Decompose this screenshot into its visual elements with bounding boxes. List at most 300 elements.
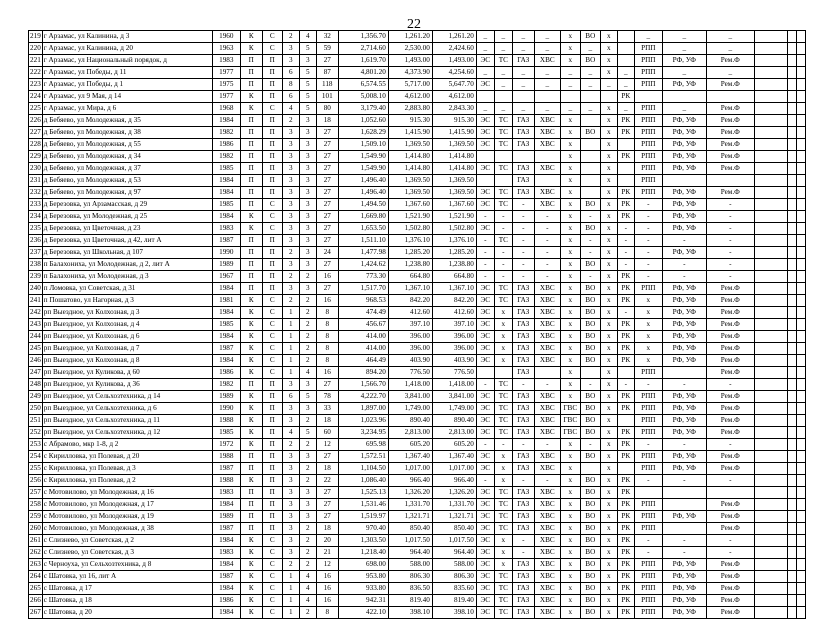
cell-heating: ТС	[494, 487, 512, 499]
cell-entrances: 2	[299, 331, 316, 343]
cell-floor-material: С	[262, 535, 282, 547]
cell-extra-col-a	[754, 391, 787, 403]
cell-apartments: 18	[316, 523, 338, 535]
cell-year-built: 1984	[212, 355, 240, 367]
cell-hot-water: х	[560, 271, 580, 283]
cell-facade-insulation	[662, 91, 706, 103]
cell-roof-repair: х	[634, 331, 662, 343]
cell-facade-repair: Рем.Ф	[706, 607, 754, 619]
cell-heating: х	[494, 463, 512, 475]
cell-entrances: 3	[299, 283, 316, 295]
cell-facade-repair: Рем.Ф	[706, 511, 754, 523]
cell-extra-col-c	[796, 463, 805, 475]
cell-year-built: 1968	[212, 103, 240, 115]
cell-total-area: 6,574.55	[338, 79, 388, 91]
cell-address: рп Выездное, ул Сельхозтехника, д 6	[42, 403, 212, 415]
cell-roof-repair: -	[634, 475, 662, 487]
cell-chimney: РК	[617, 127, 634, 139]
cell-row-number: 222	[29, 67, 43, 79]
cell-floors: 1	[282, 367, 299, 379]
cell-extra-col-b	[787, 535, 796, 547]
cell-roof-repair: РПП	[634, 571, 662, 583]
cell-extra-col-c	[796, 523, 805, 535]
cell-apartments: 8	[316, 607, 338, 619]
cell-extra-col-b	[787, 451, 796, 463]
cell-residential-area: 1,414.80	[432, 151, 476, 163]
cell-apartments: 27	[316, 487, 338, 499]
cell-sewerage	[580, 187, 600, 199]
cell-power-supply: ЭС	[476, 463, 494, 475]
cell-hot-water: х	[560, 511, 580, 523]
cell-cold-water: _	[534, 79, 560, 91]
cell-hot-water: х	[560, 379, 580, 391]
table-row	[29, 115, 806, 127]
cell-living-area: 605.20	[388, 439, 432, 451]
cell-extra-col-a	[754, 331, 787, 343]
cell-extra-col-b	[787, 415, 796, 427]
cell-facade-repair: Рем.Ф	[706, 583, 754, 595]
cell-living-area: 1,521.90	[388, 211, 432, 223]
cell-power-supply: ЭС	[476, 523, 494, 535]
cell-facade-repair: Рем.Ф	[706, 163, 754, 175]
cell-residential-area: 915.30	[432, 115, 476, 127]
cell-living-area: 4,612.00	[388, 91, 432, 103]
table-row	[29, 487, 806, 499]
cell-apartments: 101	[316, 91, 338, 103]
cell-gas-supply: ГАЗ	[512, 499, 534, 511]
cell-cold-water: ХВС	[534, 127, 560, 139]
cell-sewerage: ВО	[580, 331, 600, 343]
cell-living-area: 1,261.20	[388, 31, 432, 43]
cell-floor-material: П	[262, 283, 282, 295]
cell-total-area: 4,222.70	[338, 391, 388, 403]
cell-facade-repair: -	[706, 271, 754, 283]
table-row	[29, 391, 806, 403]
cell-floor-material: П	[262, 67, 282, 79]
cell-address: с Кирилловка, ул Полевая, д 20	[42, 451, 212, 463]
cell-heating: ТС	[494, 607, 512, 619]
cell-bath: х	[600, 451, 617, 463]
cell-row-number: 228	[29, 139, 43, 151]
cell-extra-col-c	[796, 283, 805, 295]
cell-wall-material: К	[240, 91, 262, 103]
cell-year-built: 1983	[212, 547, 240, 559]
cell-cold-water: ХВС	[534, 163, 560, 175]
cell-power-supply: ЭС	[476, 331, 494, 343]
cell-total-area: 1,619.70	[338, 55, 388, 67]
cell-living-area: 1,414.80	[388, 163, 432, 175]
cell-total-area: 1,897.00	[338, 403, 388, 415]
cell-chimney: -	[617, 307, 634, 319]
cell-cold-water: -	[534, 475, 560, 487]
cell-extra-col-b	[787, 151, 796, 163]
cell-floor-material: П	[262, 451, 282, 463]
cell-hot-water: х	[560, 31, 580, 43]
cell-entrances: 5	[299, 103, 316, 115]
cell-heating: х	[494, 559, 512, 571]
cell-floors: 6	[282, 67, 299, 79]
cell-heating	[494, 367, 512, 379]
cell-floor-material: П	[262, 55, 282, 67]
table-row	[29, 235, 806, 247]
cell-extra-col-a	[754, 355, 787, 367]
cell-row-number: 220	[29, 43, 43, 55]
cell-residential-area: 1,017.50	[432, 535, 476, 547]
cell-address: рп Выездное, ул Колхозная, д 7	[42, 343, 212, 355]
cell-floor-material: С	[262, 331, 282, 343]
cell-chimney: РК	[617, 355, 634, 367]
cell-extra-col-c	[796, 595, 805, 607]
cell-bath: х	[600, 223, 617, 235]
cell-facade-insulation	[662, 175, 706, 187]
cell-roof-repair: РПП	[634, 163, 662, 175]
cell-roof-repair: -	[634, 547, 662, 559]
cell-address: рп Выездное, ул Колхозная, д 4	[42, 319, 212, 331]
cell-entrances: 5	[299, 79, 316, 91]
cell-total-area: 894.20	[338, 367, 388, 379]
cell-power-supply: _	[476, 43, 494, 55]
cell-bath: х	[600, 559, 617, 571]
cell-heating: -	[494, 259, 512, 271]
cell-sewerage: ВО	[580, 259, 600, 271]
cell-gas-supply: -	[512, 379, 534, 391]
cell-cold-water: ХВС	[534, 511, 560, 523]
cell-row-number: 255	[29, 463, 43, 475]
cell-entrances: 2	[299, 475, 316, 487]
cell-total-area: 1,509.10	[338, 139, 388, 151]
cell-chimney	[617, 175, 634, 187]
cell-address: рп Выездное, ул Сельхозтехника, д 11	[42, 415, 212, 427]
cell-living-area: 1,367.40	[388, 451, 432, 463]
cell-facade-repair: -	[706, 247, 754, 259]
cell-total-area: 1,494.50	[338, 199, 388, 211]
cell-extra-col-b	[787, 583, 796, 595]
cell-entrances: 3	[299, 55, 316, 67]
cell-total-area: 5,008.10	[338, 91, 388, 103]
cell-row-number: 252	[29, 427, 43, 439]
cell-cold-water: ХВС	[534, 607, 560, 619]
cell-extra-col-c	[796, 79, 805, 91]
cell-address: д Березовка, ул Арзамасская, д 29	[42, 199, 212, 211]
cell-extra-col-c	[796, 475, 805, 487]
cell-facade-insulation: -	[662, 271, 706, 283]
cell-residential-area: 1,418.00	[432, 379, 476, 391]
cell-extra-col-a	[754, 307, 787, 319]
cell-sewerage: -	[580, 235, 600, 247]
cell-heating: ТС	[494, 139, 512, 151]
cell-facade-repair: Рем.Ф	[706, 151, 754, 163]
cell-floor-material: П	[262, 391, 282, 403]
cell-year-built: 1984	[212, 283, 240, 295]
cell-cold-water: ХВС	[534, 115, 560, 127]
cell-heating: -	[494, 211, 512, 223]
cell-entrances: 3	[299, 151, 316, 163]
table-row	[29, 31, 806, 43]
table-row	[29, 427, 806, 439]
cell-row-number: 243	[29, 319, 43, 331]
cell-bath: х	[600, 319, 617, 331]
cell-bath: х	[600, 463, 617, 475]
cell-power-supply: _	[476, 31, 494, 43]
cell-living-area: 1,415.90	[388, 127, 432, 139]
cell-total-area: 414.00	[338, 343, 388, 355]
cell-bath: х	[600, 235, 617, 247]
cell-bath: х	[600, 523, 617, 535]
cell-gas-supply: ГАЗ	[512, 559, 534, 571]
cell-facade-repair: -	[706, 535, 754, 547]
cell-floors: 1	[282, 355, 299, 367]
cell-facade-insulation: РФ, УФ	[662, 127, 706, 139]
cell-sewerage: -	[580, 439, 600, 451]
cell-chimney: РК	[617, 211, 634, 223]
cell-facade-repair: -	[706, 211, 754, 223]
cell-extra-col-a	[754, 415, 787, 427]
cell-facade-repair: Рем.Ф	[706, 319, 754, 331]
cell-floor-material: С	[262, 223, 282, 235]
cell-hot-water: х	[560, 115, 580, 127]
cell-wall-material: К	[240, 295, 262, 307]
cell-extra-col-c	[796, 487, 805, 499]
cell-gas-supply: ГАЗ	[512, 283, 534, 295]
cell-bath: х	[600, 295, 617, 307]
cell-bath: х	[600, 163, 617, 175]
cell-extra-col-a	[754, 559, 787, 571]
cell-bath: х	[600, 583, 617, 595]
cell-year-built: 1984	[212, 535, 240, 547]
cell-residential-area: 412.60	[432, 307, 476, 319]
cell-cold-water: ХВС	[534, 391, 560, 403]
cell-apartments: 16	[316, 571, 338, 583]
cell-chimney: РК	[617, 439, 634, 451]
cell-bath: х	[600, 271, 617, 283]
cell-entrances: 3	[299, 223, 316, 235]
cell-bath: х	[600, 343, 617, 355]
cell-heating: ТС	[494, 511, 512, 523]
cell-entrances: 4	[299, 595, 316, 607]
cell-entrances: 3	[299, 487, 316, 499]
cell-living-area: 1,285.20	[388, 247, 432, 259]
cell-wall-material: К	[240, 403, 262, 415]
cell-entrances: 3	[299, 511, 316, 523]
cell-facade-repair: Рем.Ф	[706, 127, 754, 139]
cell-year-built: 1986	[212, 139, 240, 151]
cell-extra-col-c	[796, 319, 805, 331]
cell-extra-col-c	[796, 103, 805, 115]
cell-cold-water: ХВС	[534, 463, 560, 475]
cell-gas-supply: ГАЗ	[512, 607, 534, 619]
cell-address: п Балахониха, ул Молодежная, д 2, лит А	[42, 259, 212, 271]
cell-bath: х	[600, 175, 617, 187]
cell-gas-supply: ГАЗ	[512, 187, 534, 199]
cell-roof-repair: РПП	[634, 79, 662, 91]
cell-extra-col-b	[787, 295, 796, 307]
table-row	[29, 559, 806, 571]
cell-gas-supply	[512, 151, 534, 163]
cell-row-number: 253	[29, 439, 43, 451]
cell-wall-material: П	[240, 67, 262, 79]
cell-address: с Кирилловка, ул Полевая, д 3	[42, 463, 212, 475]
cell-extra-col-b	[787, 211, 796, 223]
cell-facade-repair: Рем.Ф	[706, 559, 754, 571]
cell-living-area: 1,376.10	[388, 235, 432, 247]
cell-heating: х	[494, 475, 512, 487]
cell-facade-repair: -	[706, 439, 754, 451]
cell-apartments: 18	[316, 115, 338, 127]
cell-chimney: РК	[617, 523, 634, 535]
cell-living-area: 2,883.80	[388, 103, 432, 115]
cell-floors: 2	[282, 247, 299, 259]
cell-extra-col-b	[787, 79, 796, 91]
cell-gas-supply: ГАЗ	[512, 463, 534, 475]
cell-residential-area: 397.10	[432, 319, 476, 331]
cell-entrances: 2	[299, 319, 316, 331]
cell-apartments: 16	[316, 271, 338, 283]
cell-extra-col-c	[796, 115, 805, 127]
cell-floor-material: П	[262, 259, 282, 271]
cell-residential-area: 835.60	[432, 583, 476, 595]
cell-hot-water: х	[560, 259, 580, 271]
table-row	[29, 463, 806, 475]
cell-power-supply: ЭС	[476, 607, 494, 619]
cell-wall-material: П	[240, 379, 262, 391]
table-row	[29, 499, 806, 511]
cell-extra-col-b	[787, 31, 796, 43]
cell-entrances: 3	[299, 259, 316, 271]
cell-facade-repair: -	[706, 199, 754, 211]
cell-extra-col-b	[787, 355, 796, 367]
cell-hot-water: _	[560, 79, 580, 91]
cell-address: д Березовка, ул Цветочная, д 23	[42, 223, 212, 235]
cell-extra-col-c	[796, 307, 805, 319]
cell-address: д Бебяево, ул Молодежная, д 53	[42, 175, 212, 187]
cell-chimney: РК	[617, 331, 634, 343]
cell-floor-material: П	[262, 427, 282, 439]
cell-power-supply: -	[476, 475, 494, 487]
cell-floors: 3	[282, 211, 299, 223]
cell-facade-insulation: РФ, УФ	[662, 511, 706, 523]
cell-power-supply	[476, 367, 494, 379]
cell-extra-col-a	[754, 139, 787, 151]
cell-extra-col-b	[787, 175, 796, 187]
cell-gas-supply: _	[512, 103, 534, 115]
cell-sewerage	[580, 463, 600, 475]
cell-row-number: 259	[29, 511, 43, 523]
cell-sewerage: ВО	[580, 307, 600, 319]
cell-row-number: 239	[29, 271, 43, 283]
cell-extra-col-b	[787, 55, 796, 67]
cell-bath: х	[600, 139, 617, 151]
cell-facade-repair: Рем.Ф	[706, 295, 754, 307]
cell-total-area: 1,511.10	[338, 235, 388, 247]
cell-cold-water: -	[534, 271, 560, 283]
cell-wall-material: П	[240, 499, 262, 511]
cell-gas-supply: ГАЗ	[512, 295, 534, 307]
cell-sewerage: ВО	[580, 595, 600, 607]
cell-year-built: 1989	[212, 259, 240, 271]
cell-entrances: 3	[299, 211, 316, 223]
cell-living-area: 1,369.50	[388, 139, 432, 151]
cell-address: д Березовка, ул Молодежная, д 25	[42, 211, 212, 223]
cell-power-supply: ЭС	[476, 307, 494, 319]
cell-power-supply: ЭС	[476, 115, 494, 127]
cell-hot-water: х	[560, 367, 580, 379]
cell-total-area: 933.80	[338, 583, 388, 595]
table-row	[29, 355, 806, 367]
cell-facade-repair: -	[706, 547, 754, 559]
cell-address: д Березовка, ул Цветочная, д 42, лит А	[42, 235, 212, 247]
cell-total-area: 1,496.40	[338, 175, 388, 187]
cell-facade-insulation: РФ, УФ	[662, 187, 706, 199]
cell-living-area: 1,238.80	[388, 259, 432, 271]
cell-extra-col-b	[787, 163, 796, 175]
cell-apartments: 18	[316, 463, 338, 475]
cell-floors: 3	[282, 535, 299, 547]
cell-power-supply	[476, 91, 494, 103]
cell-total-area: 1,549.90	[338, 151, 388, 163]
cell-facade-insulation: РФ, УФ	[662, 415, 706, 427]
cell-residential-area: 1,367.10	[432, 283, 476, 295]
cell-hot-water: х	[560, 595, 580, 607]
cell-power-supply: ЭС	[476, 55, 494, 67]
cell-hot-water: х	[560, 559, 580, 571]
cell-apartments: 8	[316, 307, 338, 319]
cell-sewerage	[580, 91, 600, 103]
cell-hot-water: х	[560, 499, 580, 511]
cell-cold-water: ХВС	[534, 187, 560, 199]
cell-power-supply: ЭС	[476, 403, 494, 415]
table-row	[29, 523, 806, 535]
cell-extra-col-a	[754, 43, 787, 55]
cell-roof-repair: РПП	[634, 367, 662, 379]
cell-extra-col-c	[796, 583, 805, 595]
cell-gas-supply: ГАЗ	[512, 355, 534, 367]
cell-cold-water: ХВС	[534, 319, 560, 331]
cell-sewerage: ВО	[580, 31, 600, 43]
cell-apartments: 8	[316, 331, 338, 343]
cell-residential-area: 1,331.70	[432, 499, 476, 511]
cell-address: с Слизнево, ул Советская, д 2	[42, 535, 212, 547]
cell-floors: 3	[282, 499, 299, 511]
cell-wall-material: П	[240, 55, 262, 67]
cell-living-area: 2,530.00	[388, 43, 432, 55]
cell-year-built: 1977	[212, 67, 240, 79]
cell-entrances: 2	[299, 463, 316, 475]
cell-living-area: 1,326.20	[388, 487, 432, 499]
cell-apartments: 80	[316, 103, 338, 115]
cell-extra-col-c	[796, 91, 805, 103]
cell-bath: х	[600, 331, 617, 343]
cell-chimney: РК	[617, 547, 634, 559]
table-row	[29, 151, 806, 163]
cell-floor-material: С	[262, 31, 282, 43]
table-row	[29, 223, 806, 235]
cell-power-supply: ЭС	[476, 139, 494, 151]
cell-extra-col-a	[754, 247, 787, 259]
cell-hot-water: х	[560, 307, 580, 319]
cell-entrances: 3	[299, 187, 316, 199]
cell-living-area: 664.80	[388, 271, 432, 283]
cell-gas-supply: _	[512, 31, 534, 43]
cell-extra-col-c	[796, 403, 805, 415]
cell-facade-insulation: РФ, УФ	[662, 607, 706, 619]
cell-total-area: 456.67	[338, 319, 388, 331]
cell-hot-water: х	[560, 127, 580, 139]
cell-facade-insulation: -	[662, 379, 706, 391]
cell-bath: х	[600, 571, 617, 583]
cell-address: рп Выездное, ул Колхозная, д 6	[42, 331, 212, 343]
cell-year-built: 1985	[212, 427, 240, 439]
cell-power-supply: ЭС	[476, 511, 494, 523]
